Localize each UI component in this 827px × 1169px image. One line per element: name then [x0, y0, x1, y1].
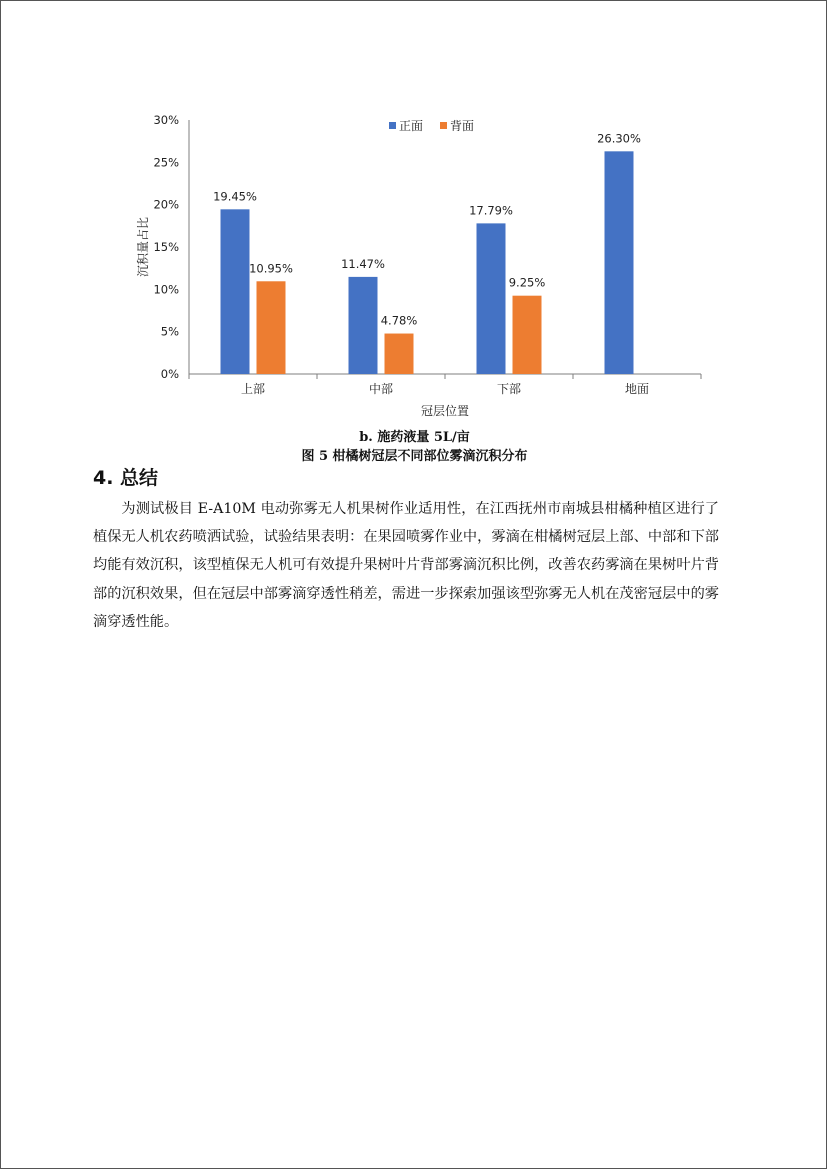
bar-chart	[1, 1, 827, 426]
data-label: 17.79%	[469, 203, 513, 218]
figure-subcaption: b. 施药液量 5L/亩	[359, 430, 470, 445]
data-label: 19.45%	[213, 189, 257, 204]
data-label: 11.47%	[341, 256, 385, 271]
legend-swatch	[440, 122, 447, 129]
x-category-label: 上部	[240, 382, 266, 396]
y-tick-label: 30%	[153, 113, 179, 127]
data-label: 9.25%	[508, 275, 546, 290]
data-label: 4.78%	[380, 313, 418, 328]
section-heading: 4. 总结	[93, 467, 159, 489]
y-tick-label: 15%	[153, 240, 179, 254]
bar-正面-中部	[349, 277, 378, 374]
bar-背面-上部	[257, 281, 286, 374]
x-axis	[189, 374, 701, 418]
y-tick-label: 0%	[160, 367, 179, 381]
x-category-labels	[241, 381, 649, 396]
bar-背面-中部	[385, 334, 414, 374]
y-tick-labels	[153, 113, 179, 381]
chart-legend	[389, 118, 474, 133]
x-tick-marks	[189, 374, 701, 379]
legend-label: 背面	[450, 119, 475, 133]
y-tick-label: 5%	[160, 324, 179, 339]
figure-caption: 图 5 柑橘树冠层不同部位雾滴沉积分布	[301, 449, 528, 464]
body-paragraph: 为测试极目 E-A10M 电动弥雾无人机果树作业适用性，在江西抚州市南城县柑橘种植区进行了植保无人机农药喷洒试验，试验结果表明：在果园喷雾作业中，雾滴在柑橘树冠层上部、中部和下部均能有效沉积，该型植保无人机可有效提升果树叶片背部雾滴沉积比例，改善农药雾滴在果树叶片背部的沉积效果，但在冠层中部雾滴穿透性稍差，需进一步探索加强该型弥雾无人机在茂密冠层中的雾滴穿透性能。	[93, 501, 719, 630]
x-category-label: 中部	[368, 382, 394, 396]
legend-swatch	[389, 122, 396, 129]
bar-series	[213, 131, 641, 374]
data-label: 26.30%	[597, 131, 641, 146]
bar-正面-地面	[605, 151, 634, 374]
legend-label: 正面	[399, 119, 424, 133]
y-axis-label: 沉积量占比	[136, 216, 150, 278]
x-category-label: 下部	[496, 382, 522, 396]
bar-背面-下部	[513, 296, 542, 374]
y-axis	[135, 113, 189, 381]
bar-正面-下部	[477, 223, 506, 374]
x-category-label: 地面	[624, 382, 650, 396]
data-label: 10.95%	[249, 261, 293, 276]
y-tick-label: 10%	[153, 282, 179, 297]
bar-正面-上部	[221, 209, 250, 374]
x-axis-label: 冠层位置	[420, 404, 470, 418]
y-tick-label: 20%	[153, 197, 179, 212]
y-tick-label: 25%	[153, 155, 179, 170]
